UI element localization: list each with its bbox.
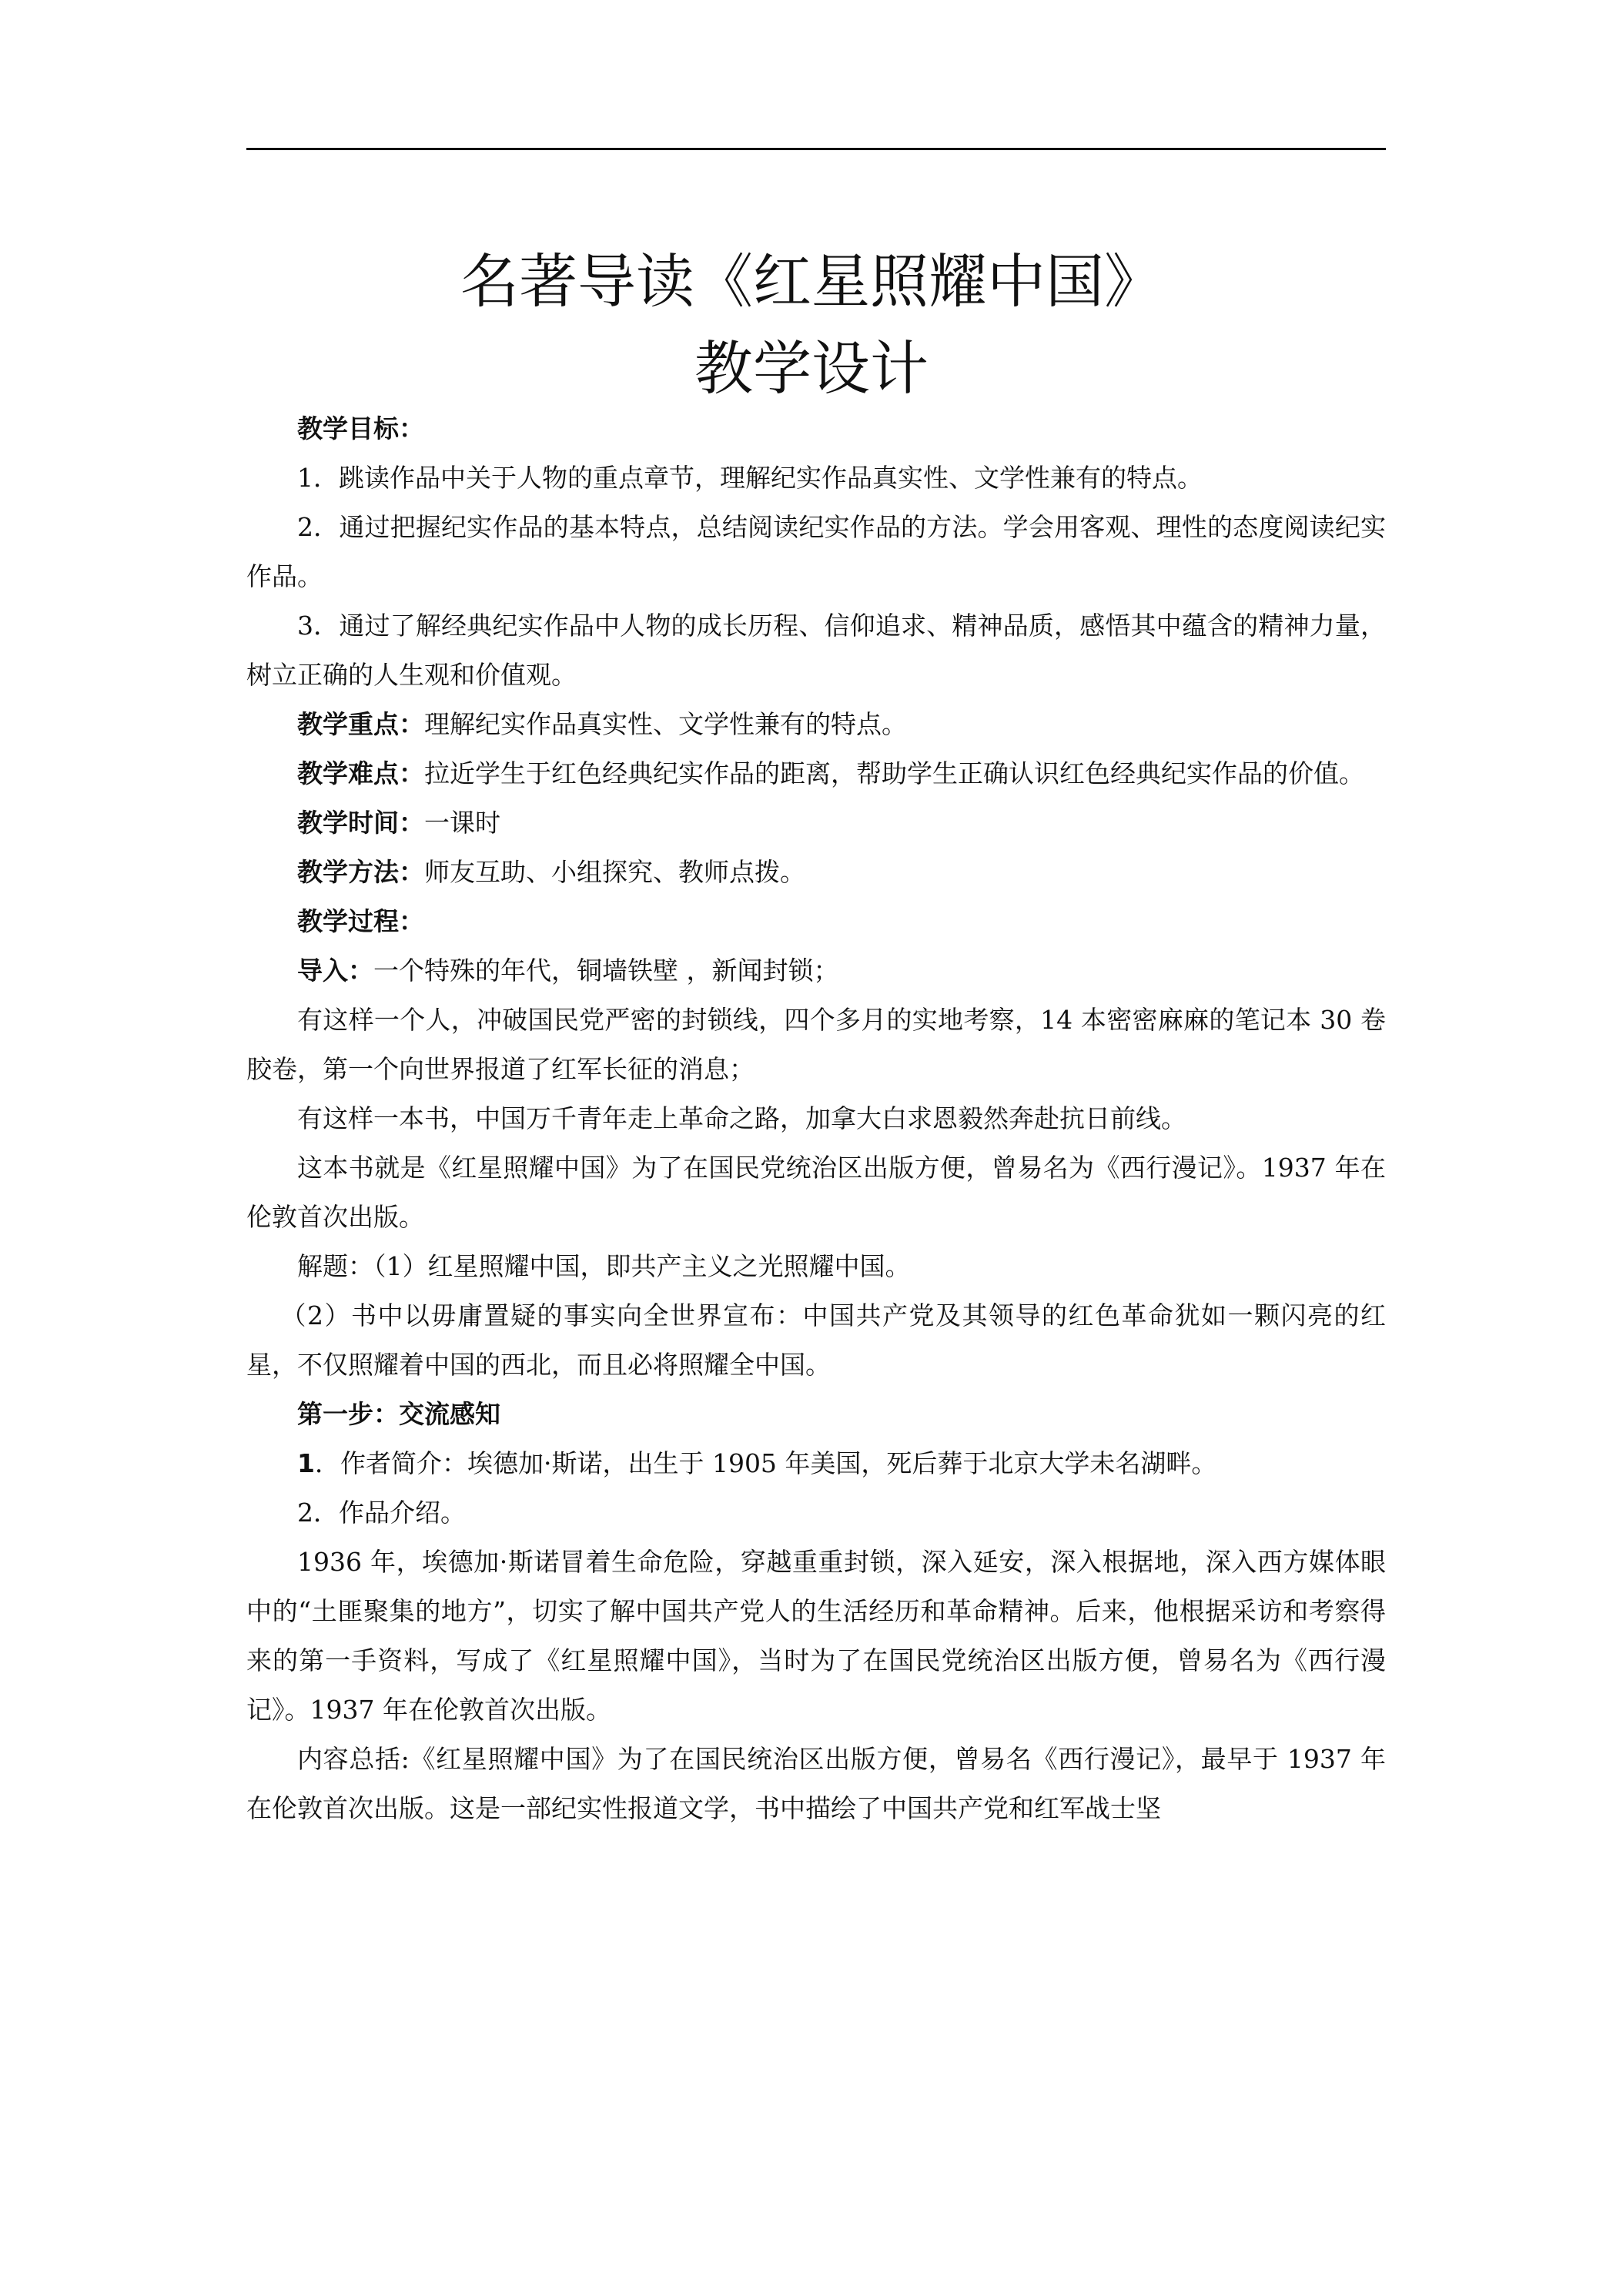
summary: 内容总括:《红星照耀中国》为了在国民统治区出版方便，曾易名《西行漫记》，最早于 1937 年在伦敦首次出版。这是一部纪实性报道文学，书中描绘了中国共产党和红军战士坚	[246, 1744, 1386, 1823]
explain-2: （2）书中以毋庸置疑的事实向全世界宣布：中国共产党及其领导的红色革命犹如一颗闪亮的红星，不仅照耀着中国的西北，而且必将照耀全中国。	[246, 1300, 1386, 1380]
teaching-method-label: 教学方法：	[297, 857, 424, 887]
difficulty	[246, 749, 1386, 798]
author-intro	[246, 1439, 1386, 1488]
key-point-label: 教学重点：	[297, 709, 424, 739]
step1-heading	[246, 1390, 1386, 1439]
process-heading	[246, 897, 1386, 946]
para-book: 有这样一本书，中国万千青年走上革命之路，加拿大白求恩毅然奔赴抗日前线。	[297, 1103, 1186, 1133]
intro-text: 一个特殊的年代，铜墙铁壁 ，新闻封锁；	[373, 956, 839, 986]
author-intro-text: ．作者简介：埃德加·斯诺，出生于 1905 年美国，死后葬于北京大学未名湖畔。	[314, 1448, 1217, 1478]
teaching-method	[246, 848, 1386, 897]
teaching-time-label: 教学时间：	[297, 808, 424, 838]
teaching-method-text: 师友互助、小组探究、教师点拨。	[424, 857, 805, 887]
difficulty-label: 教学难点：	[297, 758, 424, 788]
para-1936: 1936 年，埃德加·斯诺冒着生命危险，穿越重重封锁，深入延安，深入根据地，深入西方媒体眼中的“土匪聚集的地方”，切实了解中国共产党人的生活经历和革命精神。后来，他根据采访和考察得来的第一手资料，写成了《红星照耀中国》，当时为了在国民党统治区出版方便，曾易名为《西行漫记》。1937 年在伦敦首次出版。	[246, 1547, 1386, 1725]
intro	[246, 946, 1386, 996]
goal-2: 2．通过把握纪实作品的基本特点，总结阅读纪实作品的方法。学会用客观、理性的态度阅读纪实作品。	[246, 512, 1386, 591]
process-heading-label: 教学过程：	[297, 906, 424, 936]
goals-heading-label: 教学目标：	[297, 413, 424, 443]
header-rule	[246, 148, 1386, 150]
teaching-time	[246, 798, 1386, 848]
teaching-time-text: 一课时	[424, 808, 500, 838]
key-point	[246, 700, 1386, 749]
step1-heading-label: 第一步：交流感知	[297, 1399, 500, 1429]
para-person: 有这样一个人，冲破国民党严密的封锁线，四个多月的实地考察，14 本密密麻麻的笔记本 30 卷胶卷，第一个向世界报道了红军长征的消息；	[246, 1005, 1386, 1084]
difficulty-text: 拉近学生于红色经典纪实作品的距离，帮助学生正确认识红色经典纪实作品的价值。	[424, 758, 1364, 788]
para-this-book: 这本书就是《红星照耀中国》为了在国民党统治区出版方便，曾易名为《西行漫记》。1937 年在伦敦首次出版。	[246, 1153, 1386, 1232]
explain-1: 解题：（1）红星照耀中国，即共产主义之光照耀中国。	[297, 1251, 911, 1281]
document-subtitle: 教学设计	[694, 333, 929, 403]
document-body	[246, 404, 1386, 1833]
work-intro: 2．作品介绍。	[297, 1498, 466, 1528]
document-title: 名著导读《红星照耀中国》	[460, 246, 1163, 316]
goal-3: 3．通过了解经典纪实作品中人物的成长历程、信仰追求、精神品质，感悟其中蕴含的精神力量，树立正确的人生观和价值观。	[246, 611, 1386, 690]
key-point-text: 理解纪实作品真实性、文学性兼有的特点。	[424, 709, 907, 739]
goals-heading	[246, 404, 1386, 454]
intro-label: 导入：	[297, 956, 373, 986]
goal-1: 1．跳读作品中关于人物的重点章节，理解纪实作品真实性、文学性兼有的特点。	[297, 463, 1203, 493]
author-intro-number: 1	[297, 1448, 315, 1478]
